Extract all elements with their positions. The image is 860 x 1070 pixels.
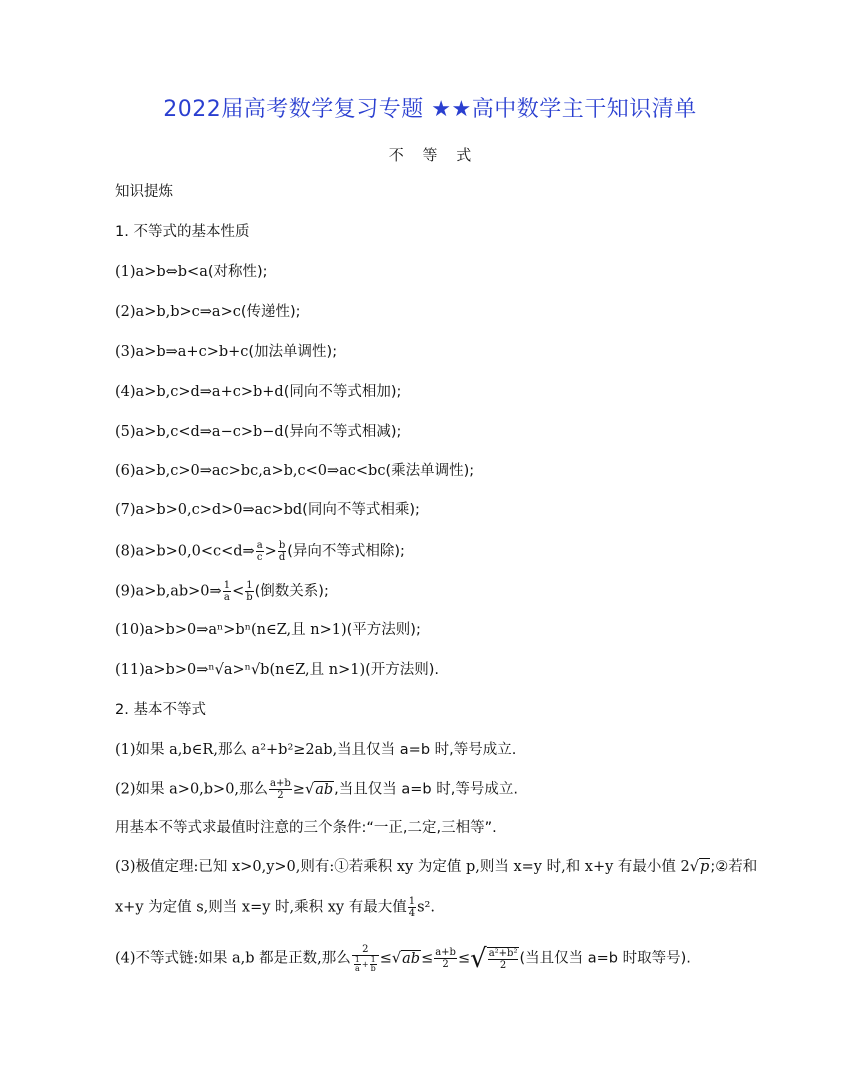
item-text: ,当且仅当 a=b 时,等号成立. [334, 781, 518, 798]
item-note: (开方法则). [365, 662, 440, 678]
property-item [115, 382, 755, 402]
item-note: (异向不等式相减); [283, 424, 402, 440]
item-expr: a>b,ab>0⇒ [135, 583, 222, 600]
item-text: (4)不等式链:如果 a,b 都是正数,那么 [115, 950, 351, 967]
property-item [115, 500, 755, 520]
fraction-num: 1 [370, 955, 376, 964]
fraction-num: a [256, 540, 263, 551]
fraction [434, 947, 457, 970]
item-num: (10) [115, 622, 145, 638]
sqrt: √ab [391, 950, 421, 967]
item-num: (3) [115, 344, 136, 360]
item-note: (加法单调性); [248, 344, 338, 360]
inequality-item [115, 778, 755, 801]
radicand: ab [402, 950, 421, 967]
fraction-num: 1 [223, 580, 231, 591]
fraction [278, 540, 286, 563]
item-note: (平方法则); [346, 622, 421, 638]
item-expr: a>b>0,0<c<d⇒ [135, 543, 255, 560]
item-expr: a>b,c<d⇒a−c>b−d [135, 424, 284, 440]
page-subtitle: 不 等 式 [388, 146, 472, 164]
item-text: (1)如果 a,b∈R,那么 a²+b²≥2ab, [115, 742, 338, 758]
radicand: p [700, 859, 710, 875]
property-item [115, 262, 755, 282]
radicand: ab [315, 781, 334, 798]
item-note: (传递性); [240, 304, 301, 320]
item-note: (倒数关系); [254, 583, 329, 600]
item-expr: a>b⇒a+c>b+c [135, 344, 249, 360]
item-expr: a>b,c>0⇒ac>bc,a>b,c<0⇒ac<bc [135, 463, 386, 479]
relation: ≥ [292, 781, 305, 798]
item-num: (11) [115, 662, 145, 678]
item-text: (2)如果 a>0,b>0,那么 [115, 781, 269, 798]
property-item [115, 422, 755, 442]
fraction-num: b [278, 540, 286, 551]
sqrt: √ $\frac{\text{a²+b²}}{2}$ [470, 943, 518, 974]
fraction-den: 2 [442, 959, 449, 970]
item-num: (1) [115, 264, 136, 280]
item-expr: a>b⇔b<a [135, 264, 208, 280]
section1-heading: 1. 不等式的基本性质 [115, 224, 250, 240]
item-note: (同向不等式相加); [283, 384, 402, 400]
fraction [269, 778, 292, 801]
inequality-item [115, 740, 755, 760]
property-item [115, 461, 755, 481]
inequality-item [115, 857, 758, 877]
fraction-num: a+b [435, 947, 456, 958]
property-item [115, 540, 755, 563]
sqrt: √ab [304, 781, 334, 798]
item-text: ;②若和 [710, 859, 758, 875]
relation: < [232, 583, 245, 600]
fraction-num: a²+b² [488, 947, 518, 959]
fraction-den: a [223, 592, 230, 603]
harmonic-fraction [352, 944, 379, 973]
item-expr: a>b,c>d⇒a+c>b+d [135, 384, 284, 400]
section-label: 知识提炼 [115, 184, 173, 200]
item-num: (6) [115, 463, 136, 479]
fraction-den: 2 [277, 790, 284, 801]
item-text: x+y 为定值 s,则当 x=y 时,乘积 xy 有最大值 [115, 899, 407, 916]
fraction [488, 948, 519, 971]
item-note: (同向不等式相乘); [302, 502, 420, 518]
item-num: (7) [115, 502, 136, 518]
property-item [115, 580, 755, 603]
item-expr: a>b>0⇒aⁿ>bⁿ(n∈Z,且 n>1) [144, 622, 347, 638]
sqrt: √p [689, 859, 710, 875]
relation: ≤ [379, 950, 392, 967]
fraction-num: 1 [354, 955, 360, 964]
item-expr: a>b>0,c>d>0⇒ac>bd [135, 502, 303, 518]
note-text: 用基本不等式求最值时注意的三个条件:“一正,二定,三相等”. [115, 820, 497, 836]
item-num: (4) [115, 384, 136, 400]
page-title: 2022届高考数学复习专题 ★★高中数学主干知识清单 [163, 97, 697, 122]
fraction-den: 2 [499, 959, 507, 971]
item-num: (9) [115, 583, 136, 600]
relation: ≤ [421, 950, 434, 967]
fraction [245, 580, 253, 603]
fraction-den: b [246, 592, 253, 603]
section2-heading: 2. 基本不等式 [115, 702, 206, 718]
property-item [115, 302, 755, 322]
item-note: (乘法单调性); [385, 463, 475, 479]
relation: ≤ [457, 950, 471, 967]
fraction-num: 1 [246, 580, 253, 591]
item-note: (异向不等式相除); [287, 543, 405, 560]
fraction-num: 1 [408, 896, 416, 907]
inequality-item [115, 896, 755, 919]
fraction-den: d [278, 552, 286, 563]
item-expr: a>b,b>c⇒a>c [135, 304, 241, 320]
item-expr: a>b>0⇒ⁿ√a>ⁿ√b(n∈Z,且 n>1) [144, 662, 366, 678]
item-text: (当且仅当 a=b 时取等号). [519, 950, 691, 967]
item-num: (5) [115, 424, 136, 440]
item-text: (3)极值定理:已知 x>0,y>0,则有:①若乘积 xy 为定值 p,则当 x=y 时,和 x+y 有最小值 2 [115, 859, 690, 875]
fraction-den [352, 956, 379, 973]
fraction [223, 580, 231, 603]
property-item [115, 342, 755, 362]
sub-fraction [354, 956, 361, 973]
sub-fraction [370, 956, 377, 973]
item-text: 当且仅当 a=b 时,等号成立. [337, 742, 517, 758]
item-note: (对称性); [207, 264, 268, 280]
item-num: (2) [115, 304, 136, 320]
fraction [256, 540, 264, 563]
relation: > [264, 543, 277, 560]
fraction [408, 896, 416, 919]
fraction-den: 4 [408, 908, 416, 919]
property-item [115, 620, 755, 640]
property-item [115, 660, 755, 680]
inequality-chain [115, 944, 755, 973]
item-text: s². [417, 899, 435, 916]
fraction-den: b [370, 964, 376, 973]
fraction-num: 2 [352, 944, 379, 956]
item-num: (8) [115, 543, 136, 560]
fraction-den: a [354, 964, 360, 973]
fraction-num: a+b [270, 778, 291, 789]
fraction-den: c [256, 552, 263, 563]
plus-sign: + [361, 959, 369, 969]
